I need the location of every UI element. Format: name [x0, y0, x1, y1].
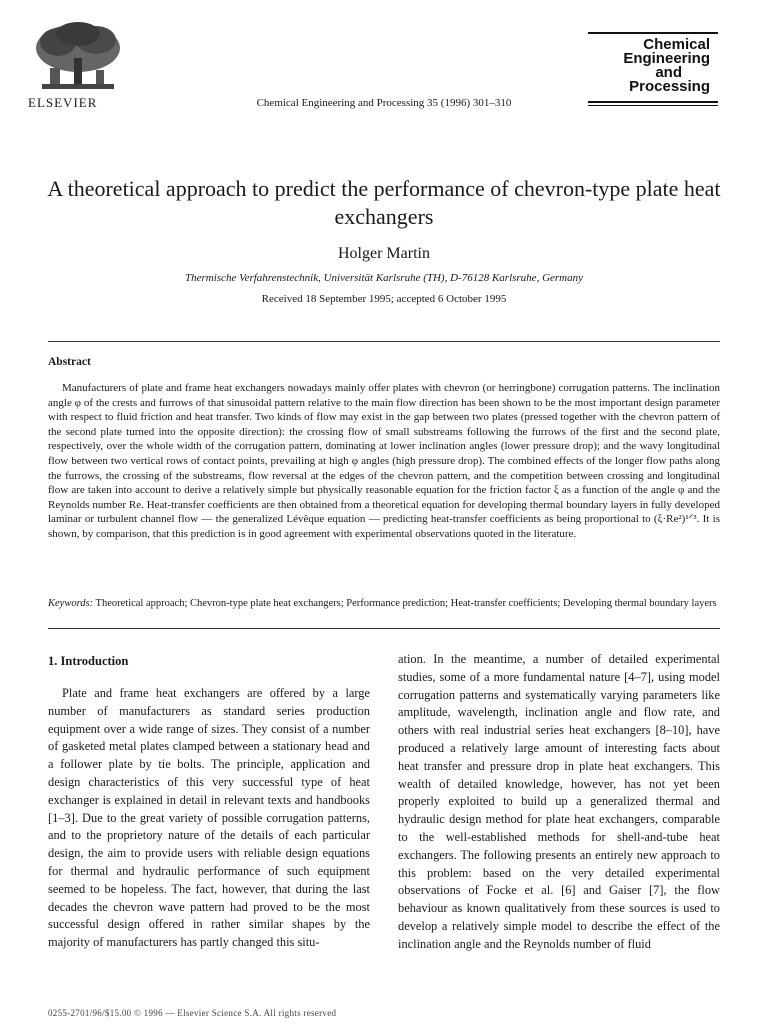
body-column-right: ation. In the meantime, a number of detailed experimental studies, some of a more fundamental nature [4–7], using model corrugation patterns and systematically varying parameters like amplitude, wavelength, inclination angle and flow rate, and others with real industrial series heat exchangers [8–10], have produced a relatively large amount of interesting facts about heat transfer and pressure drop in plate heat exchangers. This wealth of detailed knowledge, however, has not yet been properly exploited to build up a generalized thermal and hydraulic design method for plate heat exchangers, comparable to the well-established methods for shell-and-tube heat exchangers. The following presents an entirely new approach to this problem: based on the very detailed experimental observations of Focke et al. [6] and Gaiser [7], the flow behaviour as known qualitatively from these sources is used to develop a relatively simple model to describe the effect of the inclination angle and the Reynolds number of fluid [398, 652, 720, 951]
author-affiliation: Thermische Verfahrenstechnik, Universität Karlsruhe (TH), D-76128 Karlsruhe, Germany [185, 272, 583, 284]
journal-citation: Chemical Engineering and Processing 35 (1996) 301–310 [256, 97, 512, 109]
keywords-list: Theoretical approach; Chevron-type plate heat exchangers; Performance prediction; Heat-transfer coefficients; Developing thermal boundary layers [93, 598, 717, 609]
journal-mark-rule-bottom-thin [588, 105, 718, 106]
publisher-name: ELSEVIER [28, 95, 98, 110]
journal-mark-line: Chemical [643, 36, 710, 53]
article-author: Holger Martin [338, 245, 430, 262]
copyright-footer: 0255-2701/96/$15.00 © 1996 — Elsevier Science S.A. All rights reserved [48, 1008, 337, 1018]
journal-mark-line: Processing [629, 78, 710, 95]
keywords-label: Keywords: [48, 598, 94, 609]
section-heading-introduction: 1. Introduction [48, 654, 129, 668]
journal-mark-rule-top [588, 32, 718, 34]
divider-top [48, 341, 720, 342]
article-title: A theoretical approach to predict the performance of chevron-type plate heat exchangers [47, 176, 721, 229]
received-dates: Received 18 September 1995; accepted 6 October 1995 [261, 293, 507, 305]
elsevier-tree-logo [28, 18, 128, 98]
journal-mark-line: and [655, 64, 682, 81]
divider-bottom [48, 628, 720, 629]
keywords [48, 597, 720, 610]
journal-mark-line: Engineering [623, 50, 710, 67]
body-column-left: Plate and frame heat exchangers are offered by a large number of manufacturers as standard series production equipment over a wide range of sizes. They consist of a number of gasketed metal plates clamped between a stationary head and a follower plate by tie bolts. The principle, application and design characteristics of this very successful type of heat exchanger is explained in detail in relevant texts and handbooks [1–3]. Due to the great variety of possible corrugation patterns, and to the proprietory nature of the details of each particular design, the aim to provide users with reliable design equations for thermal and hydraulic performance of such equipment seemed to be hopeless. The fact, however, that during the last decades the chevron wave pattern had proved to be the most successful design offered in rather similar shapes by the majority of manufacturers has partly changed this situ- [48, 686, 370, 950]
journal-wordmark [590, 38, 710, 94]
abstract-heading: Abstract [48, 356, 91, 368]
abstract-text: Manufacturers of plate and frame heat exchangers nowadays mainly offer plates with chevron (or herringbone) corrugation patterns. The inclination angle φ of the crests and furrows of that sinusoidal pattern relative to the main flow direction has been shown to be the most important design parameter with respect to fluid friction and heat transfer. Two kinds of flow may exist in the gap between two plates (pressed together with the chevron pattern of the second plate turned into the opposite direction): the crossing flow of small substreams following the furrows of the first and the second plate, respectively, over the whole width of the corrugation pattern, dominating at lower inclination angles (lower pressure drop); and the wavy longitudinal flow between two vertical rows of contact points, prevailing at high φ angles (high pressure drop). The combined effects of the longer flow paths along the furrows, the crossing of the substreams, flow reversal at the edges of the chevron pattern, and the competition between crossing and longitudinal flow are taken into account to derive a relatively simple but physically reasonable equation for the friction factor ξ as a function of the angle φ and the Reynolds number Re. Heat-transfer coefficients are then obtained from a theoretical equation for developing thermal boundary layers in fully developed laminar or turbulent channel flow — the generalized Lévêque equation — predicting heat-transfer coefficients as being proportional to (ξ·Re²)¹ᐟ³. It is shown, by comparison, that this prediction is in good agreement with experimental observations quoted in the literature. [48, 382, 720, 540]
journal-mark-rule-bottom [588, 101, 718, 103]
